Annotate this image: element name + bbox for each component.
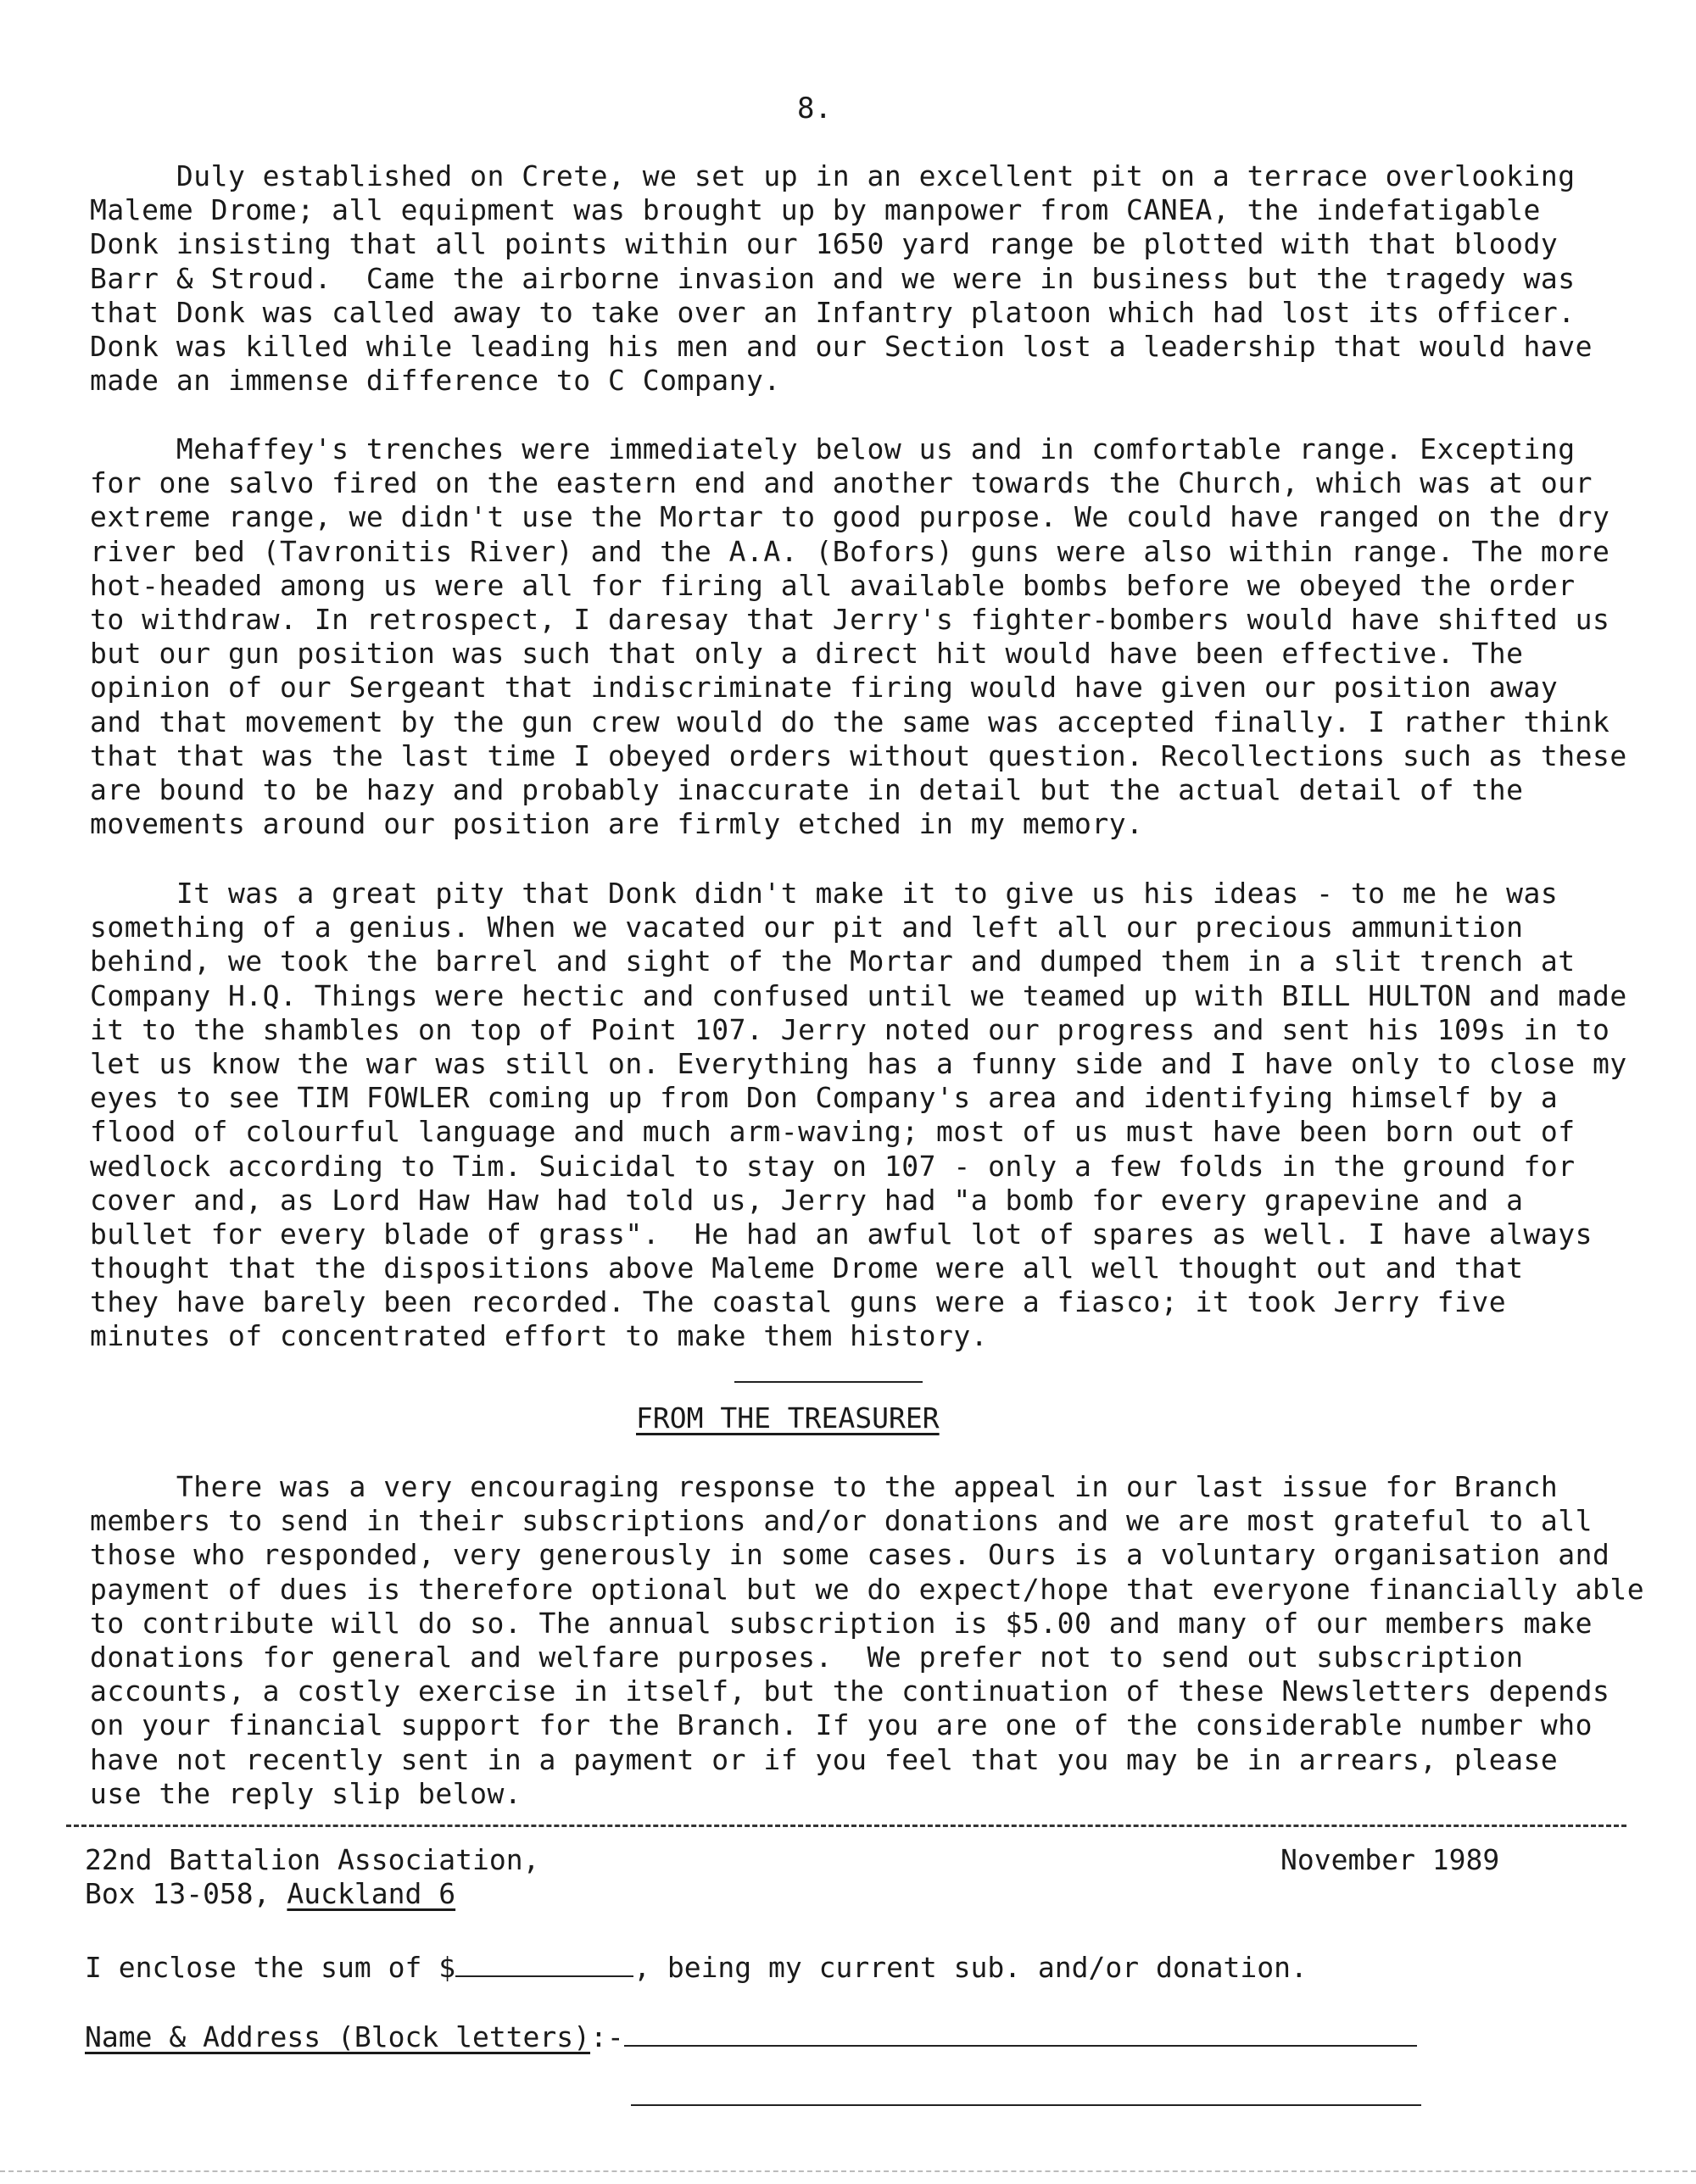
page-bottom-edge [0,2170,1696,2172]
text-line: that Donk was called away to take over an Infantry platoon which had lost its officer. [90,295,1576,329]
sum-blank[interactable] [455,1950,633,1977]
text-line: Company H.Q. Things were hectic and confused until we teamed up with BILL HULTON and made [90,978,1627,1012]
text-line: members to send in their subscriptions and/or donations and we are most grateful to all [90,1504,1593,1538]
text-line: accounts, a costly exercise in itself, but the continuation of these Newsletters depends [90,1674,1610,1708]
text-line: Barr & Stroud. Came the airborne invasion and we were in business but the tragedy was [90,261,1576,295]
paragraph-crete [90,159,1633,398]
text-line: made an immense difference to C Company. [90,364,781,398]
sum-field-row [85,1950,1308,1985]
text-line: use the reply slip below. [90,1776,522,1810]
address-city: Auckland 6 [287,1877,456,1910]
sum-suffix: , being my current sub. and/or donation. [633,1951,1308,1984]
text-line: opinion of our Sergeant that indiscriminate firing would have given our position away [90,671,1559,705]
address-box: Box 13-058, [85,1877,287,1910]
text-line: Duly established on Crete, we set up in an excellent pit on a terrace overlooking [90,159,1576,192]
text-line: movements around our position are firmly etched in my memory. [90,807,1144,841]
association-address [85,1877,455,1911]
text-line: but our gun position was such that only a direct hit would have been effective. The [90,637,1524,671]
text-line: payment of dues is therefore optional but we do expect/hope that everyone financially able [90,1572,1645,1606]
section-title-treasurer: FROM THE TREASURER [636,1401,940,1435]
association-name: 22nd Battalion Association, [85,1843,540,1876]
text-line: Mehaffey's trenches were immediately below us and in comfortable range. Excepting [90,432,1576,465]
text-line: wedlock according to Tim. Suicidal to stay on 107 - only a few folds in the ground for [90,1149,1576,1183]
text-line: thought that the dispositions above Maleme Drome were all well thought out and that [90,1251,1524,1285]
text-line: cover and, as Lord Haw Haw had told us, Jerry had "a bomb for every grapevine and a [90,1183,1524,1217]
name-address-row [85,2020,1417,2054]
text-line: flood of colourful language and much arm-waving; most of us must have been born out of [90,1115,1576,1149]
text-line: extreme range, we didn't use the Mortar to good purpose. We could have ranged on the dry [90,500,1610,534]
text-line: to contribute will do so. The annual subscription is $5.00 and many of our members make [90,1606,1593,1640]
section-divider [734,1381,923,1383]
text-line: river bed (Tavronitis River) and the A.A. (Bofors) guns were also within range. The more [90,534,1610,568]
page-number: 8. [797,92,832,125]
text-line: something of a genius. When we vacated our pit and left all our precious ammunition [90,911,1524,944]
text-line: hot-headed among us were all for firing all available bombs before we obeyed the order [90,568,1576,602]
text-line: and that movement by the gun crew would do the same was accepted finally. I rather think [90,705,1610,738]
name-address-label: Name & Address (Block letters) [85,2020,591,2053]
text-line: that that was the last time I obeyed orders without question. Recollections such as these [90,738,1627,772]
text-line: It was a great pity that Donk didn't make it to give us his ideas - to me he was [90,877,1559,910]
text-line: eyes to see TIM FOWLER coming up from Don Company's area and identifying himself by a [90,1081,1559,1115]
paragraph-treasurer [90,1470,1645,1811]
text-line: on your financial support for the Branch. If you are one of the considerable number who [90,1708,1593,1742]
address-blank-second-line[interactable] [631,2104,1421,2106]
text-line: behind, we took the barrel and sight of the Mortar and dumped them in a slit trench at [90,944,1576,978]
text-line: minutes of concentrated effort to make them history. [90,1319,989,1353]
name-address-separator: :- [590,2020,624,2053]
text-line: let us know the war was still on. Everything has a funny side and I have only to close my [90,1046,1627,1080]
text-line: There was a very encouraging response to the appeal in our last issue for Branch [90,1470,1559,1503]
text-line: donations for general and welfare purposes. We prefer not to send out subscription [90,1640,1524,1674]
text-line: they have barely been recorded. The coastal guns were a fiasco; it took Jerry five [90,1285,1507,1319]
paragraph-mortar [90,432,1633,841]
text-line: Maleme Drome; all equipment was brought up by manpower from CANEA, the indefatigable [90,193,1541,227]
text-line: it to the shambles on top of Point 107. Jerry noted our progress and sent his 109s in to [90,1012,1610,1046]
issue-date: November 1989 [1280,1843,1500,1876]
text-line: are bound to be hazy and probably inaccurate in detail but the actual detail of the [90,772,1524,806]
text-line: to withdraw. In retrospect, I daresay that Jerry's fighter-bombers would have shifted us [90,602,1610,636]
text-line: bullet for every blade of grass". He had an awful lot of spares as well. I have always [90,1217,1593,1251]
text-line: those who responded, very generously in some cases. Ours is a voluntary organisation and [90,1538,1610,1572]
name-address-blank[interactable] [624,2020,1417,2047]
sum-label: I enclose the sum of $ [85,1951,456,1984]
text-line: have not recently sent in a payment or if you feel that you may be in arrears, please [90,1742,1559,1776]
text-line: Donk insisting that all points within our 1650 yard range be plotted with that bloody [90,227,1559,261]
reply-slip-cut-line [66,1825,1626,1827]
paragraph-donk [90,877,1633,1354]
text-line: for one salvo fired on the eastern end and another towards the Church, which was at our [90,466,1593,500]
text-line: Donk was killed while leading his men and our Section lost a leadership that would have [90,329,1593,363]
